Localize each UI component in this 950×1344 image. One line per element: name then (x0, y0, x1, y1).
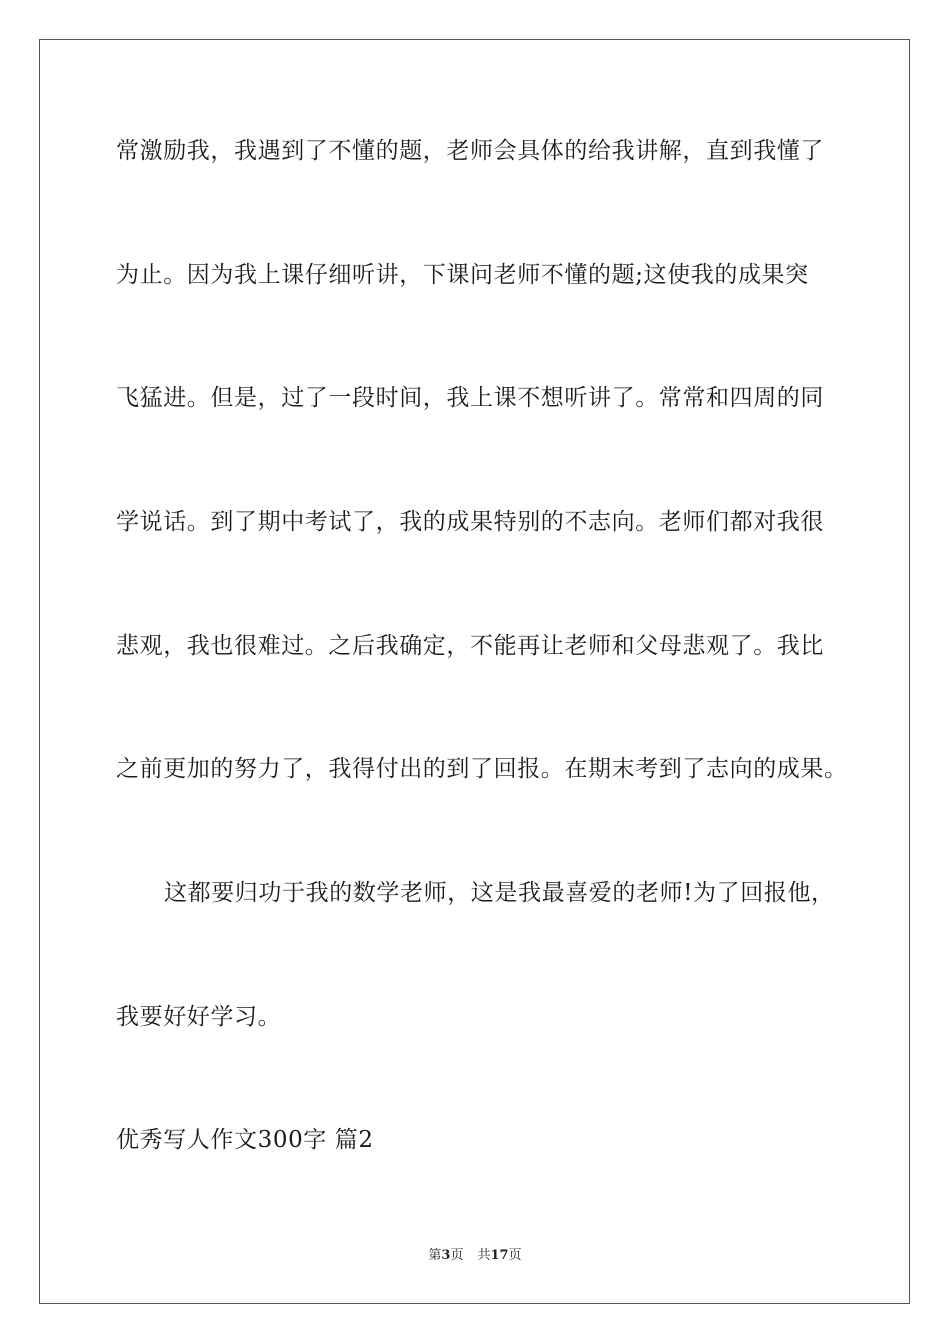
total-pages: 17 (490, 1248, 509, 1263)
total-prefix: 共 (477, 1248, 491, 1263)
paragraph-line: 悲观，我也很难过。之后我确定，不能再让老师和父母悲观了。我比 (116, 633, 824, 659)
page-number: 3 (441, 1248, 451, 1263)
page-frame (39, 39, 910, 1304)
paragraph-line: 这都要归功于我的数学老师，这是我最喜爱的老师!为了回报他， (164, 880, 835, 906)
section-heading: 优秀写人作文300字 篇2 (116, 1127, 374, 1153)
paragraph-line: 之前更加的努力了，我得付出的到了回报。在期末考到了志向的成果。 (116, 756, 848, 782)
paragraph-line: 我要好好学习。 (116, 1004, 282, 1030)
paragraph-line: 学说话。到了期中考试了，我的成果特别的不志向。老师们都对我很 (116, 509, 824, 535)
total-suffix: 页 (508, 1248, 522, 1263)
paragraph-line: 常激励我，我遇到了不懂的题，老师会具体的给我讲解，直到我懂了 (116, 138, 824, 164)
page-footer (0, 1247, 950, 1265)
page-suffix: 页 (450, 1248, 464, 1263)
paragraph-line: 为止。因为我上课仔细听讲，下课问老师不懂的题;这使我的成果突 (116, 262, 809, 288)
paragraph-line: 飞猛进。但是，过了一段时间，我上课不想听讲了。常常和四周的同 (116, 385, 824, 411)
page-prefix: 第 (428, 1248, 442, 1263)
